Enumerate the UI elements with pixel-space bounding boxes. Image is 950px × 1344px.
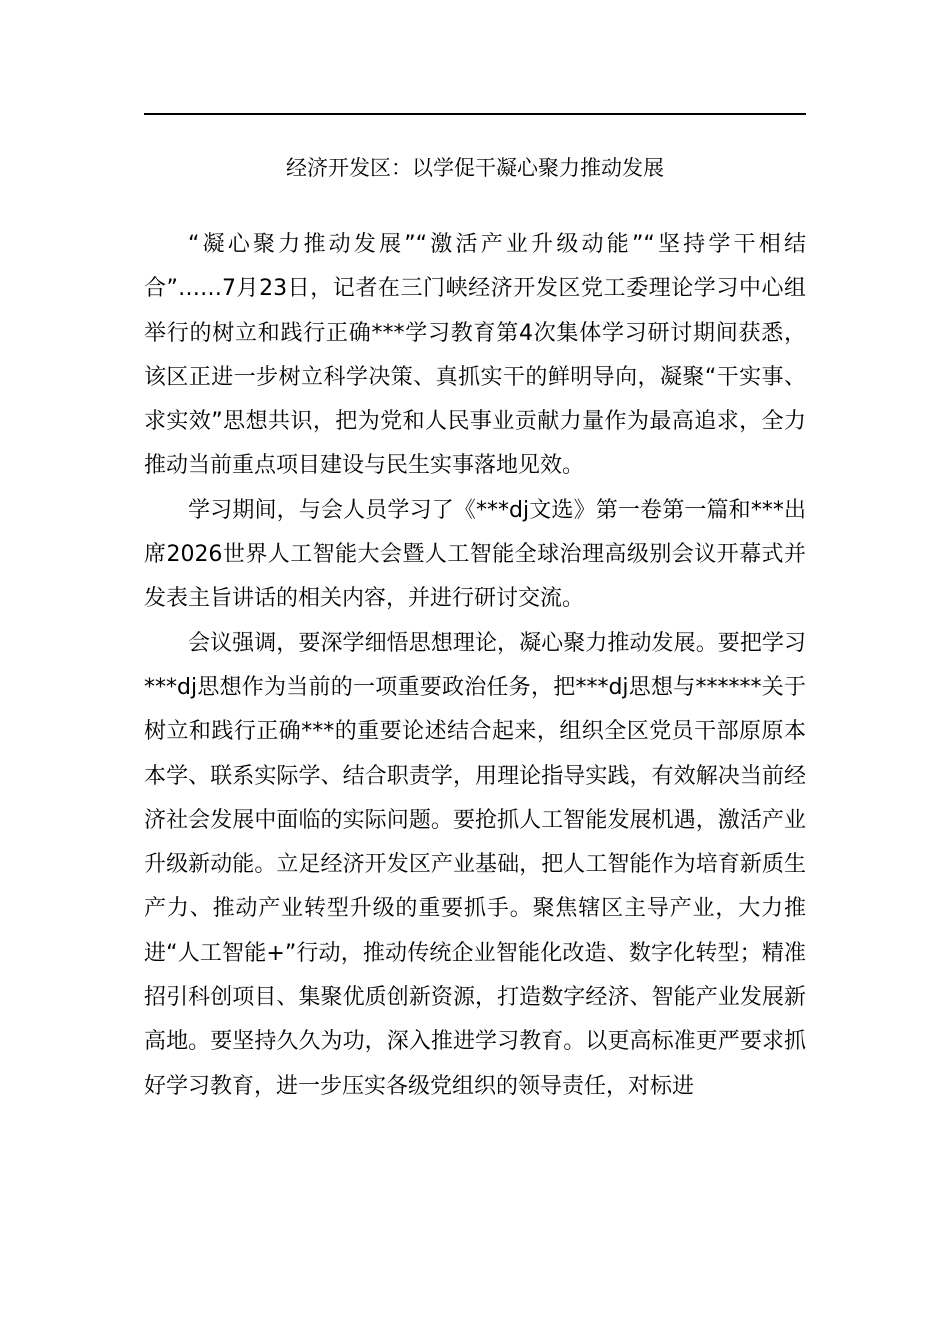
paragraph-3: 会议强调，要深学细悟思想理论，凝心聚力推动发展。要把学习***dj思想作为当前的一项重要政治任务，把***dj思想与******关于树立和践行正确***的重要论述结合起来，组织全区党员干部原原本本学、联系实际学、结合职责学，用理论指导实践，有效解决当前经济社会发展中面临的实际问题。要抢抓人工智能发展机遇，激活产业升级新动能。立足经济开发区产业基础，把人工智能作为培育新质生产力、推动产业转型升级的重要抓手。聚焦辖区主导产业，大力推进“人工智能+”行动，推动传统企业智能化改造、数字化转型；精准招引科创项目、集聚优质创新资源，打造数字经济、智能产业发展新高地。要坚持久久为功，深入推进学习教育。以更高标准更严要求抓好学习教育，进一步压实各级党组织的领导责任，对标进 — [144, 630, 806, 1099]
paragraph-2: 学习期间，与会人员学习了《***dj文选》第一卷第一篇和***出席2026世界人工智能大会暨人工智能全球治理高级别会议开幕式并发表主旨讲话的相关内容，并进行研讨交流。 — [144, 497, 806, 612]
document-title: 经济开发区：以学促干凝心聚力推动发展 — [286, 156, 664, 180]
header-rule — [144, 113, 806, 115]
document-body — [144, 223, 806, 1109]
paragraph-1: “凝心聚力推动发展”“激活产业升级动能”“坚持学干相结合”……7月23日，记者在三门峡经济开发区党工委理论学习中心组举行的树立和践行正确***学习教育第4次集体学习研讨期间获悉，该区正进一步树立科学决策、真抓实干的鲜明导向，凝聚“干实事、求实效”思想共识，把为党和人民事业贡献力量作为最高追求，全力推动当前重点项目建设与民生实事落地见效。 — [144, 232, 806, 479]
